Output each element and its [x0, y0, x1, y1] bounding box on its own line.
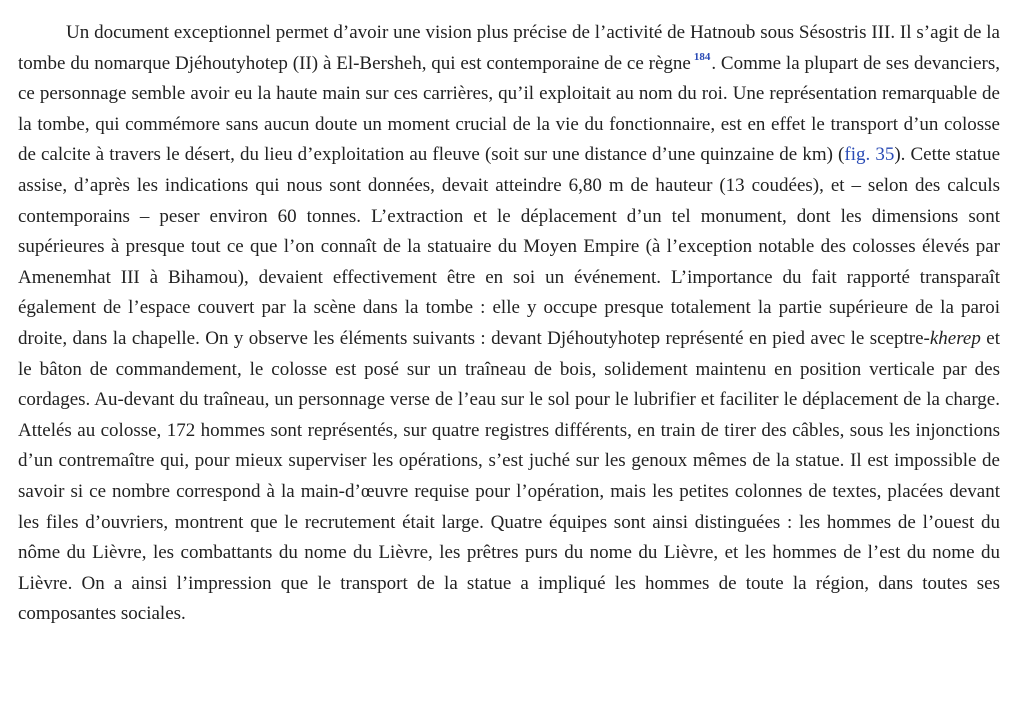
paragraph-text-part-3: ). Cette statue assise, d’après les indications qui nous sont données, devait atteindre 6,80 m de hauteur (13 coudées), et – selon des calculs contemporains – peser environ 60 tonnes. L’extraction et le déplacement d’un tel monument, dont les dimensions sont supérieures à presque tout ce que l’on connaît de la statuaire du Moyen Empire (à l’exception notable des colosses élevés par Amenemhat III à Bihamou), devaient effectivement être en soi un événement. L’importance du fait rapporté transparaît également de l’espace couvert par la scène dans la tombe : elle y occupe presque totalement la partie supérieure de la paroi droite, dans la chapelle. On y observe les éléments suivants : devant Djéhoutyhotep représenté en pied avec le sceptre-: [18, 144, 1001, 349]
paragraph-text-part-1: Un document exceptionnel permet d’avoir une vision plus précise de l’activité de Hatnoub sous Sésostris III. Il s’agit de la tombe du nomarque Djéhoutyhotep (II) à El-Bersheh, qui est contemporaine de ce règne: [18, 22, 1000, 74]
paragraph-text-part-2: . Comme la plupart de ses devanciers, ce personnage semble avoir eu la haute main sur ces carrières, qu’il exploitait au nom du roi. Une représentation remarquable de la tombe, qui commémore sans aucun doute un moment crucial de la vie du fonctionnaire, est en effet le transport d’un colosse de calcite à travers le désert, du lieu d’exploitation au fleuve (soit sur une distance d’une quinzaine de km) (: [18, 52, 1000, 166]
paragraph-text-part-4: et le bâton de commandement, le colosse est posé sur un traîneau de bois, solidement maintenu en position verticale par des cordages. Au-devant du traîneau, un personnage verse de l’eau sur le sol pour le lubrifier et faciliter le déplacement de la charge. Attelés au colosse, 172 hommes sont représentés, sur quatre registres différents, en train de tirer des câbles, sous les injonctions d’un contremaître qui, pour mieux superviser les opérations, s’est juché sur les genoux mêmes de la statue. Il est impossible de savoir si ce nombre correspond à la main-d’œuvre requise pour l’opération, mais les petites colonnes de textes, placées devant les files d’ouvriers, montrent que le recrutement était large. Quatre équipes sont ainsi distinguées : les hommes de l’ouest du nôme du Lièvre, les combattants du nome du Lièvre, les prêtres purs du nome du Lièvre, et les hommes de l’est du nome du Lièvre. On a ainsi l’impression que le transport de la statue a impliqué les hommes de toute la région, dans toutes ses composantes sociales.: [18, 327, 1000, 625]
body-paragraph: [18, 18, 1000, 630]
footnote-reference[interactable]: 184: [693, 50, 711, 63]
italic-term: kherep: [929, 327, 981, 349]
figure-link[interactable]: fig. 35: [844, 144, 895, 166]
document-page: [18, 18, 1000, 630]
